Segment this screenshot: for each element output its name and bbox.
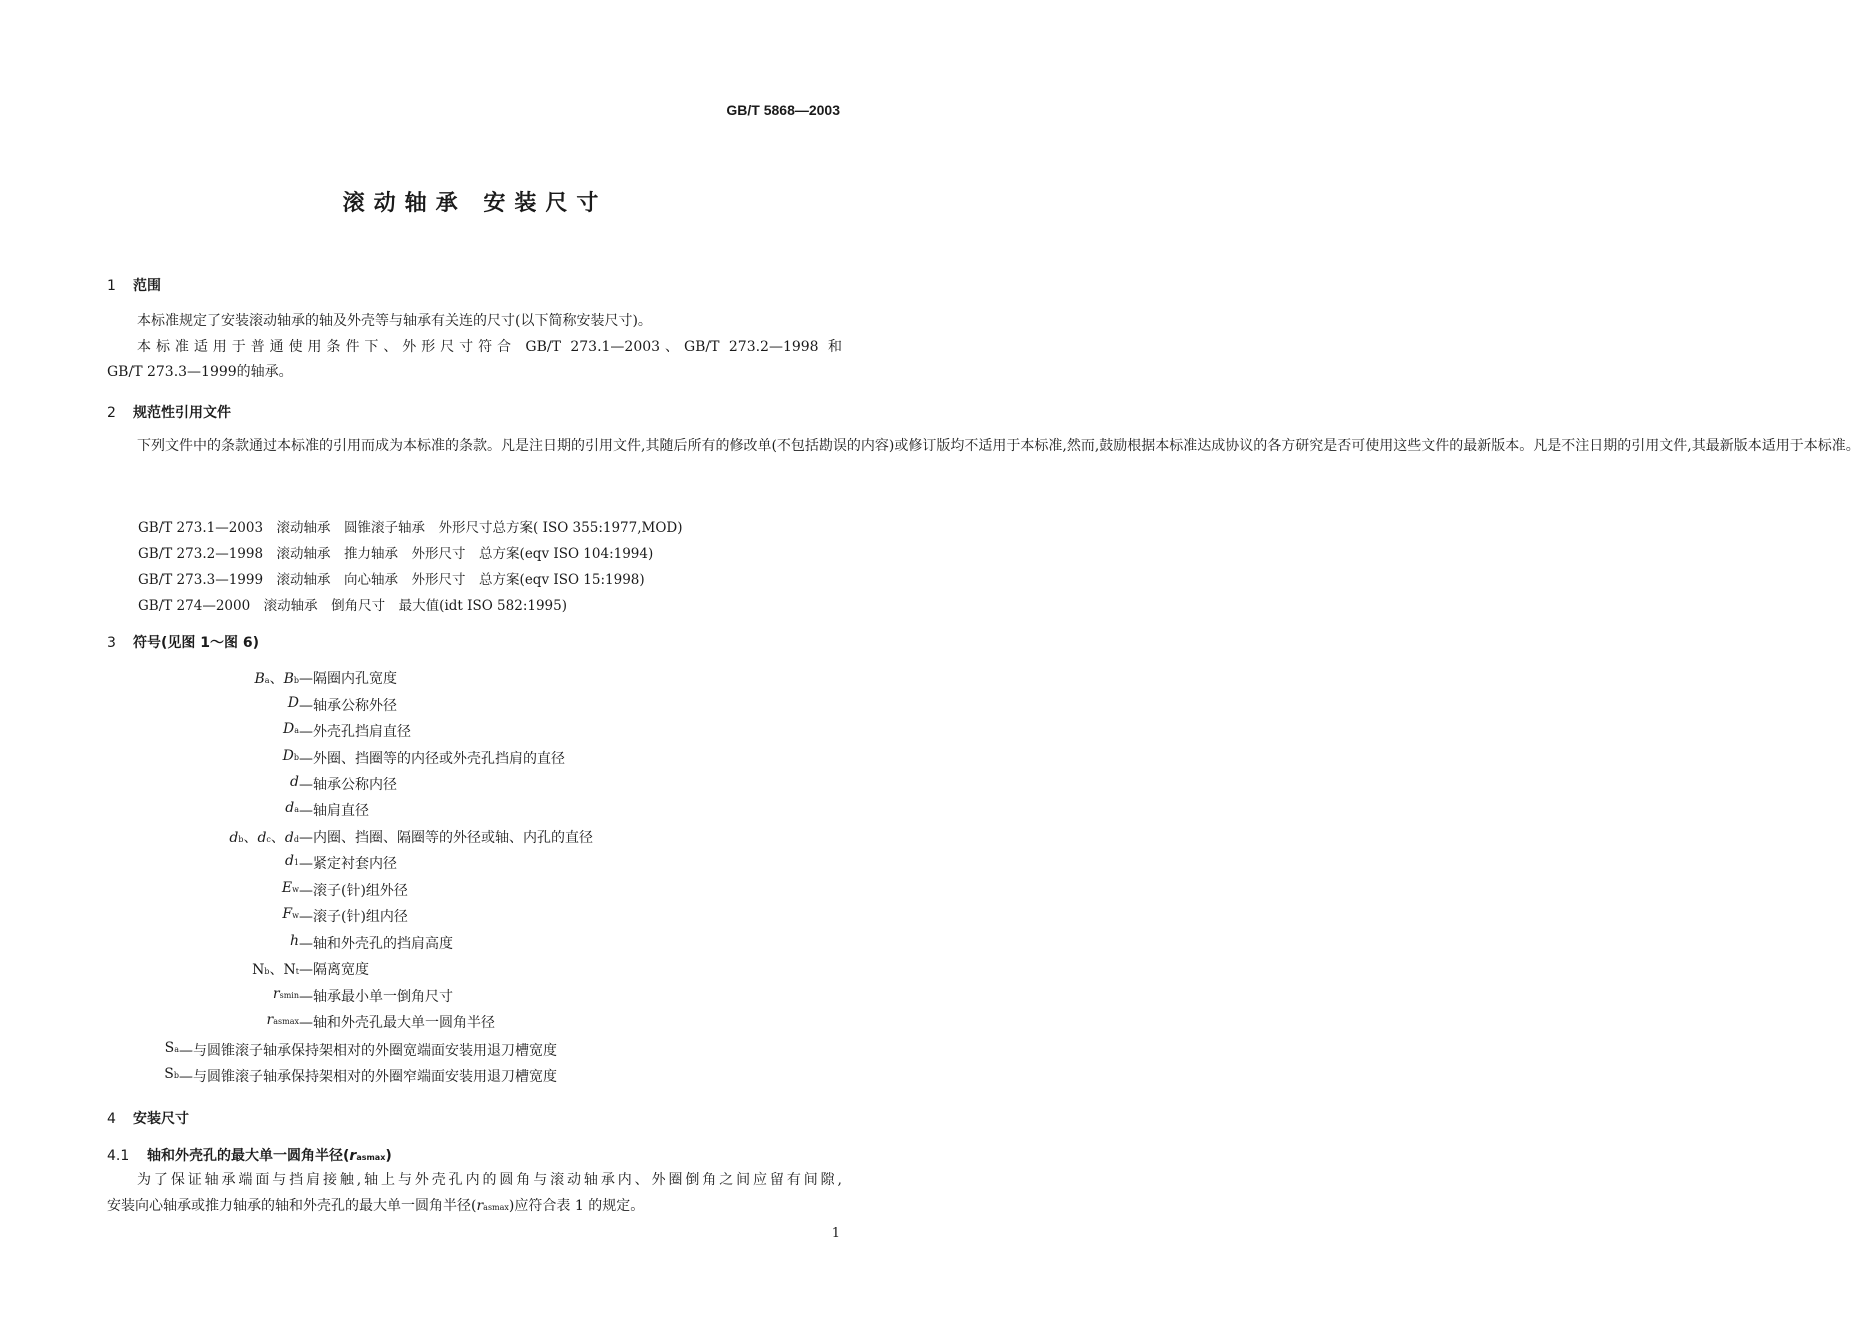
section-number: 1	[107, 278, 116, 294]
symbol-da: da	[285, 800, 299, 816]
symbol-rasmax: rasmax	[266, 1012, 299, 1028]
symbol-description: —滚子(针)组内径	[299, 909, 408, 925]
symbol-description: —外壳孔挡肩直径	[299, 724, 411, 740]
section-2-body	[107, 434, 1860, 460]
section-4-1-body	[107, 1168, 842, 1220]
symbol-description: —紧定衬套内径	[299, 856, 397, 872]
document-title: 滚动轴承 安装尺寸	[342, 191, 608, 216]
standard-code: GB/T 5868—2003	[726, 102, 840, 118]
reference-1: GB/T 273.1—2003 滚动轴承 圆锥滚子轴承 外形尺寸总方案( ISO 355:1977,MOD)	[138, 520, 683, 536]
symbol-rsmin: rsmin	[272, 986, 299, 1002]
subsection-title: 轴和外壳孔的最大单一圆角半径(	[147, 1148, 350, 1164]
reference-4: GB/T 274—2000 滚动轴承 倒角尺寸 最大值(idt ISO 582:1995)	[138, 598, 567, 614]
symbol-D: D	[287, 695, 299, 711]
symbol-Ba-Bb: Ba、Bb	[254, 671, 299, 687]
section-3-heading	[107, 632, 259, 652]
section-title: 范围	[133, 278, 161, 294]
paragraph-line: GB/T 273.3—1999的轴承。	[107, 364, 293, 380]
symbol-description: —内圈、挡圈、隔圈等的外径或轴、内孔的直径	[299, 830, 593, 846]
paragraph-line: 为了保证轴承端面与挡肩接触,轴上与外壳孔内的圆角与滚动轴承内、外圈倒角之间应留有间隙,	[137, 1172, 842, 1188]
symbol-description: —轴承公称内径	[299, 777, 397, 793]
paragraph: 下列文件中的条款通过本标准的引用而成为本标准的条款。凡是注日期的引用文件,其随后所有的修改单(不包括勘误的内容)或修订版均不适用于本标准,然而,鼓励根据本标准达成协议的各方研究是否可使用这些文件的最新版本。凡是不注日期的引用文件,其最新版本适用于本标准。	[137, 438, 1860, 454]
symbol-description: —轴承公称外径	[299, 698, 397, 714]
subsection-4-1-heading: 4.1 轴和外壳孔的最大单一圆角半径(rasmax)	[107, 1148, 392, 1164]
symbol-Nb-Nt: Nb、Nt	[252, 962, 299, 978]
symbol-h: h	[289, 933, 299, 949]
symbol-Sb: Sb	[164, 1066, 179, 1082]
section-title: 符号(见图 1～图 6)	[133, 635, 260, 651]
symbol-description: —隔圈内孔宽度	[299, 671, 397, 687]
symbol-description: —轴和外壳孔的挡肩高度	[299, 936, 453, 952]
symbol-Sa: Sa	[164, 1040, 179, 1056]
paragraph-line: 本标准适用于普通使用条件下、外形尺寸符合 GB/T 273.1—2003、GB/T 273.2—1998 和	[137, 338, 842, 355]
paragraph: 本标准规定了安装滚动轴承的轴及外壳等与轴承有关连的尺寸(以下简称安装尺寸)。	[137, 313, 652, 329]
symbol-description: —外圈、挡圈等的内径或外壳孔挡肩的直径	[299, 751, 565, 767]
subsection-number: 4.1	[107, 1148, 130, 1164]
section-number: 4	[107, 1111, 116, 1127]
section-number: 3	[107, 635, 116, 651]
section-1-body	[107, 309, 842, 386]
symbol-description: —轴和外壳孔最大单一圆角半径	[299, 1015, 495, 1031]
section-2-heading	[107, 402, 231, 422]
reference-3: GB/T 273.3—1999 滚动轴承 向心轴承 外形尺寸 总方案(eqv ISO 15:1998)	[138, 572, 645, 588]
section-4-heading	[107, 1108, 189, 1128]
symbol-description: —隔离宽度	[299, 962, 369, 978]
symbol-description: —与圆锥滚子轴承保持架相对的外圈窄端面安装用退刀槽宽度	[179, 1069, 557, 1085]
symbol-description: —与圆锥滚子轴承保持架相对的外圈宽端面安装用退刀槽宽度	[179, 1043, 557, 1059]
symbol-Da: Da	[282, 721, 299, 737]
reference-2: GB/T 273.2—1998 滚动轴承 推力轴承 外形尺寸 总方案(eqv ISO 104:1994)	[138, 546, 654, 562]
section-title: 安装尺寸	[133, 1111, 189, 1127]
symbol-db-dc-dd: db、dc、dd	[229, 830, 299, 846]
symbol-d: d	[290, 774, 299, 790]
symbol-description: —滚子(针)组外径	[299, 883, 408, 899]
symbol-Fw: Fw	[282, 906, 299, 922]
section-title: 规范性引用文件	[133, 405, 231, 421]
symbol-Ew: Ew	[281, 880, 299, 896]
paragraph-line: 安装向心轴承或推力轴承的轴和外壳孔的最大单一圆角半径(rasmax)应符合表 1 的规定。	[107, 1197, 645, 1214]
symbol-description: —轴承最小单一倒角尺寸	[299, 989, 453, 1005]
section-number: 2	[107, 405, 116, 421]
symbol-Db: Db	[282, 748, 299, 764]
section-1-heading	[107, 275, 161, 295]
symbol-d1: d1	[284, 853, 299, 869]
symbol-description: —轴肩直径	[299, 803, 369, 819]
page-number: 1	[831, 1226, 840, 1241]
